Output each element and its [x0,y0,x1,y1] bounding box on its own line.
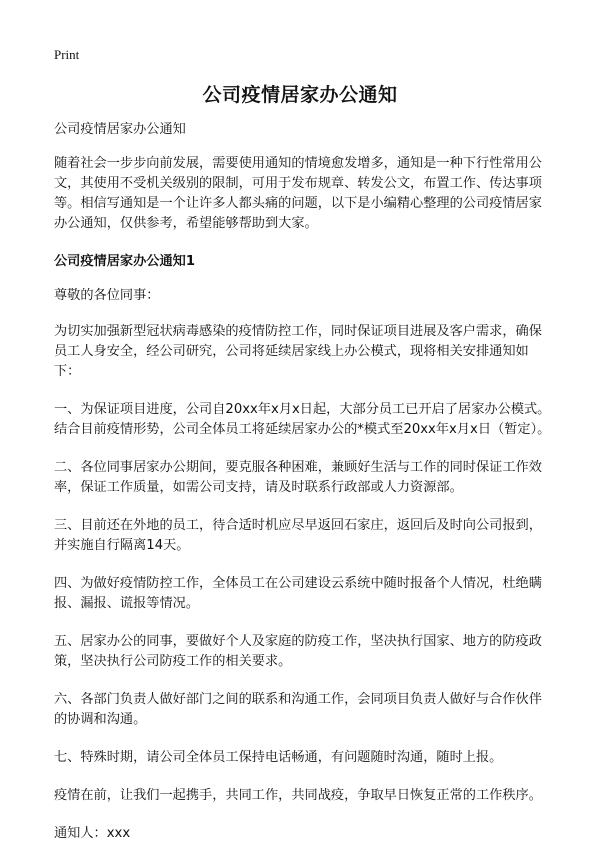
paragraph-item-3: 三、目前还在外地的员工，待合适时机应尽早返回石家庄，返回后及时向公司报到，并实施自行隔离14天。 [54,518,542,553]
section-heading: 公司疫情居家办公通知1 [54,254,196,269]
signature-line: 通知人：xxx [54,826,131,841]
greeting: 尊敬的各位同事： [54,288,160,303]
document-subtitle: 公司疫情居家办公通知 [54,122,186,137]
intro-paragraph: 随着社会一步步向前发展，需要使用通知的情境愈发增多，通知是一种下行性常用公文，其使用不受机关级别的限制，可用于发布规章、转发公文，布置工作、传达事项等。相信写通知是一个让许多人都头痛的问题，以下是小编精心整理的公司疫情居家办公通知，仅供参考，希望能够帮助到大家。 [54,156,542,231]
paragraph-item-7: 七、特殊时期，请公司全体员工保持电话畅通，有问题随时沟通，随时上报。 [54,750,503,765]
paragraph-purpose: 为切实加强新型冠状病毒感染的疫情防控工作，同时保证项目进展及客户需求，确保员工人身安全，经公司研究，公司将延续居家线上办公模式，现将相关安排通知如下： [54,324,542,379]
print-link[interactable]: Print [54,47,80,62]
document-title: 公司疫情居家办公通知 [202,84,398,106]
paragraph-item-2: 二、各位同事居家办公期间，要克服各种困难，兼顾好生活与工作的同时保证工作效率，保证工作质量，如需公司支持，请及时联系行政部或人力资源部。 [54,460,542,495]
paragraph-item-1: 一、为保证项目进度，公司自20xx年x月x日起，大部分员工已开启了居家办公模式。结合目前疫情形势，公司全体员工将延续居家办公的*模式至20xx年x月x日（暂定）。 [54,402,551,437]
document-body [54,120,554,862]
closing-paragraph: 疫情在前，让我们一起携手，共同工作，共同战疫，争取早日恢复正常的工作秩序。 [54,788,542,803]
paragraph-item-4: 四、为做好疫情防控工作，全体员工在公司建设云系统中随时报备个人情况，杜绝瞒报、漏报、谎报等情况。 [54,576,542,611]
paragraph-item-5: 五、居家办公的同事，要做好个人及家庭的防疫工作，坚决执行国家、地方的防疫政策，坚决执行公司防疫工作的相关要求。 [54,634,542,669]
paragraph-item-6: 六、各部门负责人做好部门之间的联系和沟通工作，会同项目负责人做好与合作伙伴的协调和沟通。 [54,692,542,727]
